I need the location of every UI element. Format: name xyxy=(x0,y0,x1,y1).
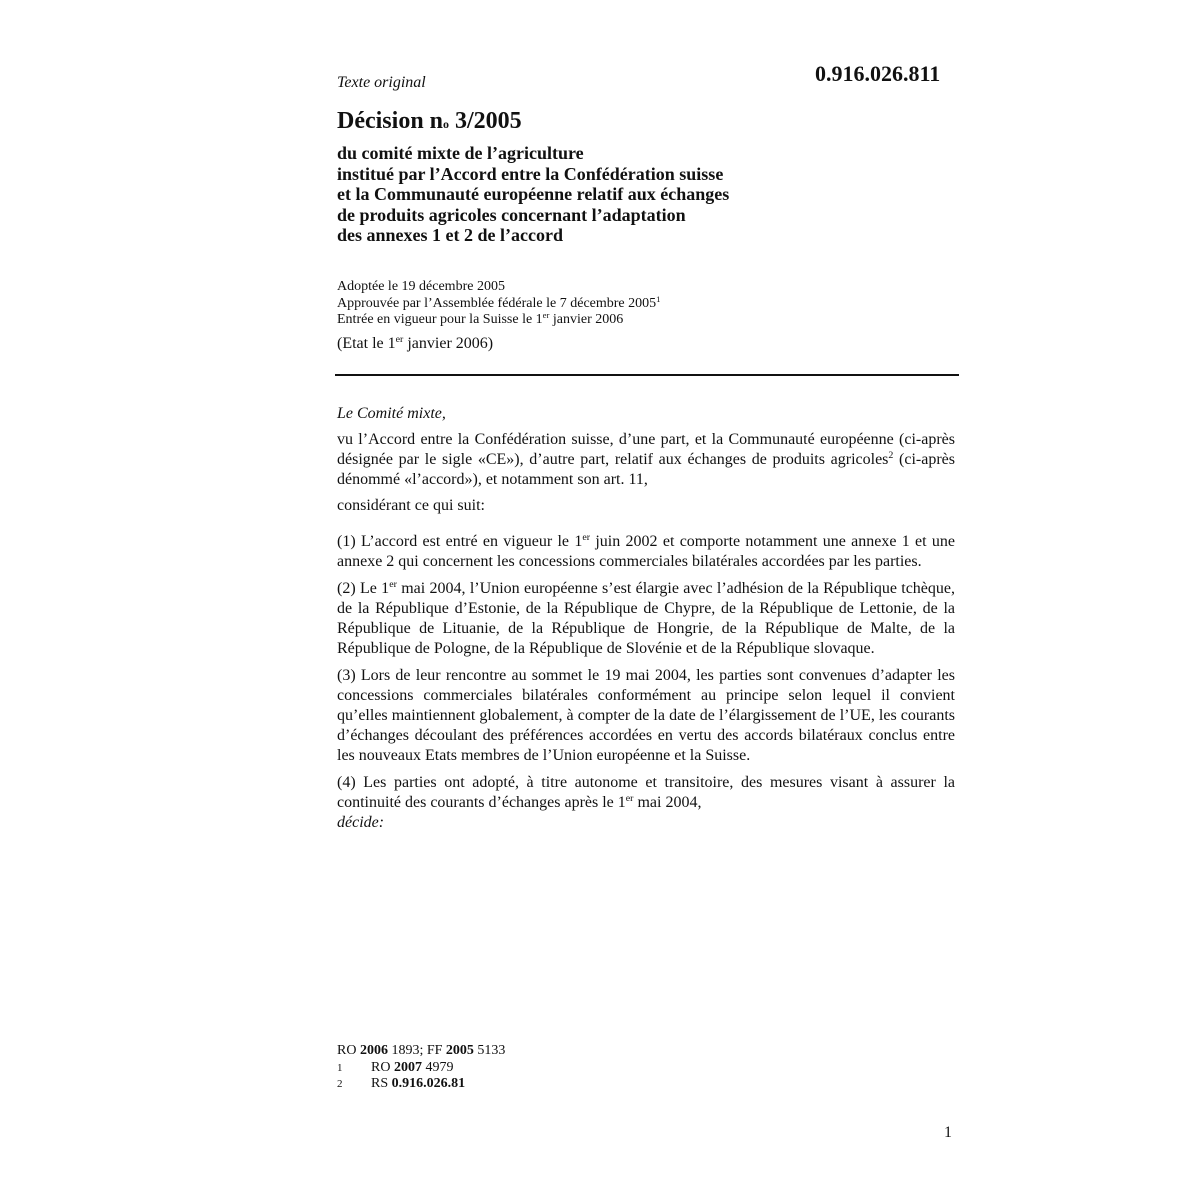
fn2-b: 0.916.026.81 xyxy=(391,1076,466,1091)
fn2-a: RS xyxy=(371,1076,392,1091)
page-title xyxy=(337,108,522,135)
status-date xyxy=(337,335,493,353)
subtitle-line: de produits agricoles concernant l’adaptation xyxy=(337,204,686,225)
footnote-ref-1[interactable]: 1 xyxy=(656,293,661,304)
vu-text-a: vu l’Accord entre la Confédération suisse, d’une part, et la Communauté européenne (ci-après désignée par le sigle «CE»), d’autre part, relatif aux échanges de produits agricoles xyxy=(337,431,955,468)
original-text-label: Texte original xyxy=(337,74,426,91)
footnote-ref-2[interactable]: 2 xyxy=(888,450,894,462)
approved-text: Approuvée par l’Assemblée fédérale le 7 décembre 2005 xyxy=(337,295,657,311)
page-number: 1 xyxy=(944,1124,952,1141)
subtitle-line: institué par l’Accord entre la Confédération suisse xyxy=(337,163,724,184)
footnote-2-number: 2 xyxy=(337,1078,343,1090)
adoption-info xyxy=(337,279,937,329)
subtitle-line: et la Communauté européenne relatif aux échanges xyxy=(337,184,730,204)
committee-heading: Le Comité mixte, xyxy=(337,405,446,422)
title-prefix: Décision n xyxy=(337,108,444,134)
etat-text-b: janvier 2006) xyxy=(403,335,494,352)
recital-4-b: mai 2004, xyxy=(633,794,702,811)
recital-4-a: (4) Les parties ont adopté, à titre autonome et transitoire, des mesures visant à assurer la continuité des courants d’échanges après le 1 xyxy=(337,774,955,811)
entry-text-b: janvier 2006 xyxy=(549,312,624,327)
document-body xyxy=(337,404,955,833)
fn1-c: 4979 xyxy=(421,1059,454,1075)
footnote-1-number: 1 xyxy=(337,1061,343,1074)
ro-page: 1893; FF xyxy=(387,1043,446,1058)
subtitle xyxy=(337,143,857,246)
etat-text-a: (Etat le 1 xyxy=(337,335,396,352)
ff-year: 2005 xyxy=(445,1043,474,1058)
recital-3: (3) Lors de leur rencontre au sommet le 19 mai 2004, les parties sont convenues d’adapter les concessions commerciales bilatérales conformément au principe selon lequel il convient qu’elles maintiennent globalement, à compter de la date de l’élargissement de l’UE, les courants d’échanges découlant des préférences accordées en vertu des accords bilatéraux conclus entre les nouveaux Etats membres de l’Union européenne et la Suisse. xyxy=(337,667,955,764)
recital-1-sup: er xyxy=(582,532,591,544)
recital-2-b: mai 2004, l’Union européenne s’est élargie avec l’adhésion de la République tchèque, de la République d’Estonie, de la République de Chypre, de la République de Lettonie, de la République de Lituanie, de la République de Hongrie, de la République de Malte, de la République de Pologne, de la République de Slovénie et de la République slovaque. xyxy=(337,580,955,657)
footnote-2-text xyxy=(371,1076,465,1093)
ro-label: RO xyxy=(337,1043,360,1058)
source-reference xyxy=(337,1043,937,1060)
fn1-b: 2007 xyxy=(393,1059,422,1075)
considerant-line: considérant ce qui suit: xyxy=(337,497,485,514)
document-number: 0.916.026.811 xyxy=(815,61,941,86)
divider xyxy=(335,374,959,376)
footnote-2 xyxy=(337,1076,937,1093)
recital-2 xyxy=(337,579,955,659)
entry-text-a: Entrée en vigueur pour la Suisse le 1 xyxy=(337,312,543,327)
fn1-a: RO xyxy=(371,1059,394,1075)
recital-2-a: (2) Le 1 xyxy=(337,580,390,597)
title-number: 3/2005 xyxy=(449,108,522,134)
subtitle-line: des annexes 1 et 2 de l’accord xyxy=(337,225,563,245)
decide-line: décide: xyxy=(337,814,385,831)
entry-into-force xyxy=(337,309,937,329)
approved-date xyxy=(337,293,937,313)
recital-4 xyxy=(337,773,955,813)
footnotes xyxy=(337,1043,937,1093)
entry-sup: er xyxy=(542,309,550,320)
ro-year: 2006 xyxy=(359,1043,388,1058)
vu-paragraph xyxy=(337,430,955,490)
subtitle-line: du comité mixte de l’agriculture xyxy=(337,143,584,163)
footnote-1-text xyxy=(371,1060,453,1077)
vu-text-b: (ci-après dénommé «l’accord»), et notamment son art. 11, xyxy=(337,451,955,488)
recital-1-a: (1) L’accord est entré en vigueur le 1 xyxy=(337,533,583,550)
recital-1-b: juin 2002 et comporte notamment une annexe 1 et une annexe 2 qui concernent les concessions commerciales bilatérales accordées par les parties. xyxy=(337,533,955,570)
ff-page: 5133 xyxy=(473,1043,506,1058)
recital-2-sup: er xyxy=(389,579,397,591)
recital-4-sup: er xyxy=(625,793,634,805)
footnote-1 xyxy=(337,1060,937,1077)
recital-1 xyxy=(337,532,955,572)
title-number-sign: o xyxy=(443,117,450,131)
etat-sup: er xyxy=(395,334,404,346)
adopted-date: Adoptée le 19 décembre 2005 xyxy=(337,279,505,294)
